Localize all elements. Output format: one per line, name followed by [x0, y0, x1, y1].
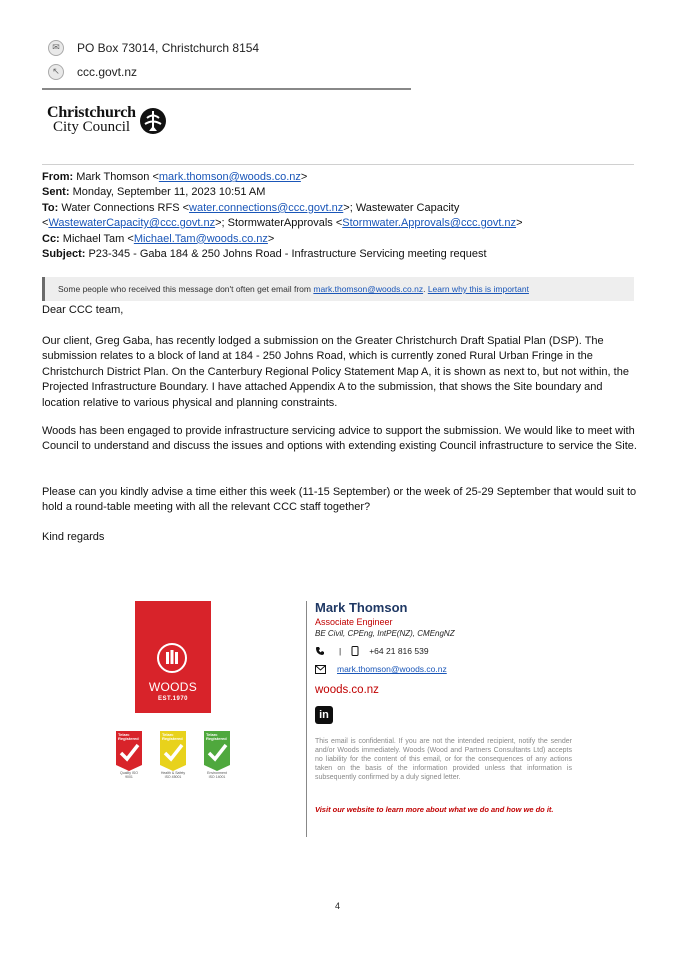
- council-website: ccc.govt.nz: [77, 65, 138, 79]
- signature-phone: +64 21 816 539: [369, 646, 429, 656]
- mail-icon: ✉: [48, 40, 64, 56]
- signature-email-link[interactable]: mark.thomson@woods.co.nz: [337, 664, 447, 674]
- certification-badge: [204, 731, 230, 771]
- certification-caption: Health & Safety ISO 45001: [160, 771, 186, 779]
- header-divider: [42, 88, 411, 90]
- subject-label: Subject:: [42, 248, 86, 261]
- mobile-icon: [351, 646, 359, 656]
- greeting: Dear CCC team,: [42, 304, 124, 316]
- cc-email-link[interactable]: Michael.Tam@woods.co.nz: [133, 232, 268, 245]
- banner-dot: .: [423, 284, 428, 294]
- email-icon: [315, 665, 326, 674]
- email-header-divider: [42, 164, 634, 165]
- signature-divider: [306, 601, 307, 837]
- phone-icon: [315, 646, 325, 656]
- to-close-3: >: [516, 217, 523, 230]
- sent-value: Monday, September 11, 2023 10:51 AM: [72, 186, 266, 199]
- signature-visit-text: Visit our website to learn more about what we do and how we do it.: [315, 805, 554, 814]
- body-paragraph-2: Woods has been engaged to provide infrastructure servicing advice to support the submission. We would like to meet with Council to understand and discuss the issues and options with extending existing Council infrastructure to service the Site.: [42, 425, 637, 453]
- cc-close: >: [267, 232, 275, 245]
- woods-emblem-icon: [157, 643, 187, 673]
- council-emblem-icon: [139, 107, 167, 135]
- subject-line: [42, 247, 642, 262]
- to-name-1: Water Connections RFS <: [61, 201, 190, 214]
- to-open-2: <: [42, 217, 49, 230]
- from-email-link[interactable]: mark.thomson@woods.co.nz: [158, 171, 301, 183]
- to-email-link-1[interactable]: water.connections@ccc.govt.nz: [189, 201, 344, 214]
- signature-name: Mark Thomson: [315, 600, 408, 615]
- woods-logo-est: EST.1970: [157, 696, 189, 702]
- certification-label: Telarc Registered: [206, 732, 227, 741]
- signature-email-row: [315, 664, 447, 674]
- to-email-link-3[interactable]: Stormwater.Approvals@ccc.govt.nz: [342, 217, 517, 230]
- cursor-icon: ↖: [48, 64, 64, 80]
- woods-logo: [135, 601, 211, 713]
- to-label: To:: [42, 201, 59, 214]
- from-close: >: [300, 171, 308, 183]
- signature-title: Associate Engineer: [315, 617, 393, 627]
- from-label: From:: [42, 171, 74, 183]
- from-name: Mark Thomson <: [76, 171, 159, 183]
- signature-qualifications: BE Civil, CPEng, IntPE(NZ), CMEngNZ: [315, 629, 455, 638]
- council-logo: [47, 106, 167, 135]
- sent-label: Sent:: [42, 186, 70, 199]
- body-paragraph-1: Our client, Greg Gaba, has recently lodged a submission on the Greater Christchurch Draft Spatial Plan (DSP). The submission relates to a block of land at 184 - 250 Johns Road, which is currently zoned Rural Urban Fringe in the Christchurch District Plan. On the Canterbury Regional Policy Statement Map A, it is shown as next to, but not within, the Projected Infrastructure Boundary. I have attached Appendix A to the submission, that shows the Site boundary and location relative to various physical and planning constraints.: [42, 335, 629, 409]
- website-row: [48, 64, 137, 80]
- signoff: Kind regards: [42, 531, 105, 543]
- learn-why-link[interactable]: Learn why this is important: [427, 284, 529, 294]
- certification-caption: Quality ISO 9001: [120, 771, 138, 779]
- cc-name: Michael Tam <: [62, 232, 134, 245]
- signature-phone-row: [315, 646, 429, 656]
- page-number: 4: [334, 901, 340, 911]
- cc-line: [42, 232, 642, 247]
- email-headers: [42, 170, 642, 262]
- to-name-2: >; Wastewater Capacity: [343, 201, 460, 214]
- certification-badge: [160, 731, 186, 771]
- postal-address-row: [48, 40, 259, 56]
- council-logo-line2: City Council: [53, 119, 131, 135]
- council-logo-line1: Christchurch: [47, 104, 136, 121]
- external-sender-banner: [42, 277, 634, 301]
- woods-logo-word: WOODS: [148, 680, 198, 694]
- banner-text: Some people who received this message don't often get email from: [58, 284, 314, 294]
- from-line: [42, 170, 642, 185]
- phone-separator: |: [339, 646, 342, 656]
- banner-sender-link[interactable]: mark.thomson@woods.co.nz: [313, 284, 424, 294]
- certification-badge: [116, 731, 142, 771]
- linkedin-icon[interactable]: in: [315, 706, 333, 724]
- to-line: [42, 201, 642, 216]
- cc-label: Cc:: [42, 232, 60, 245]
- signature-website-link[interactable]: woods.co.nz: [315, 684, 379, 696]
- to-line-continued: [42, 216, 642, 231]
- postal-address: PO Box 73014, Christchurch 8154: [77, 41, 260, 55]
- to-email-link-2[interactable]: WastewaterCapacity@ccc.govt.nz: [48, 217, 216, 230]
- to-name-3: >; StormwaterApprovals <: [215, 217, 343, 230]
- signature-disclaimer: This email is confidential. If you are not the intended recipient, notify the sender and/or Woods immediately. Woods (Wood and Partners Consultants Ltd) accepts no liability for the content of this email, or for the consequences of any actions taken on the basis of the information provided unless that information is subsequently confirmed by a duly signed letter.: [315, 738, 572, 781]
- certification-label: Telarc Registered: [162, 732, 183, 741]
- body-paragraph-3: Please can you kindly advise a time either this week (11-15 September) or the week of 25-29 September that would suit to hold a round-table meeting with all the relevant CCC staff together?: [42, 486, 637, 514]
- subject-value: P23-345 - Gaba 184 & 250 Johns Road - Infrastructure Servicing meeting request: [88, 248, 487, 261]
- certification-label: Telarc Registered: [118, 732, 139, 741]
- certification-caption: Environment ISO 14001: [207, 771, 227, 779]
- sent-line: [42, 185, 642, 200]
